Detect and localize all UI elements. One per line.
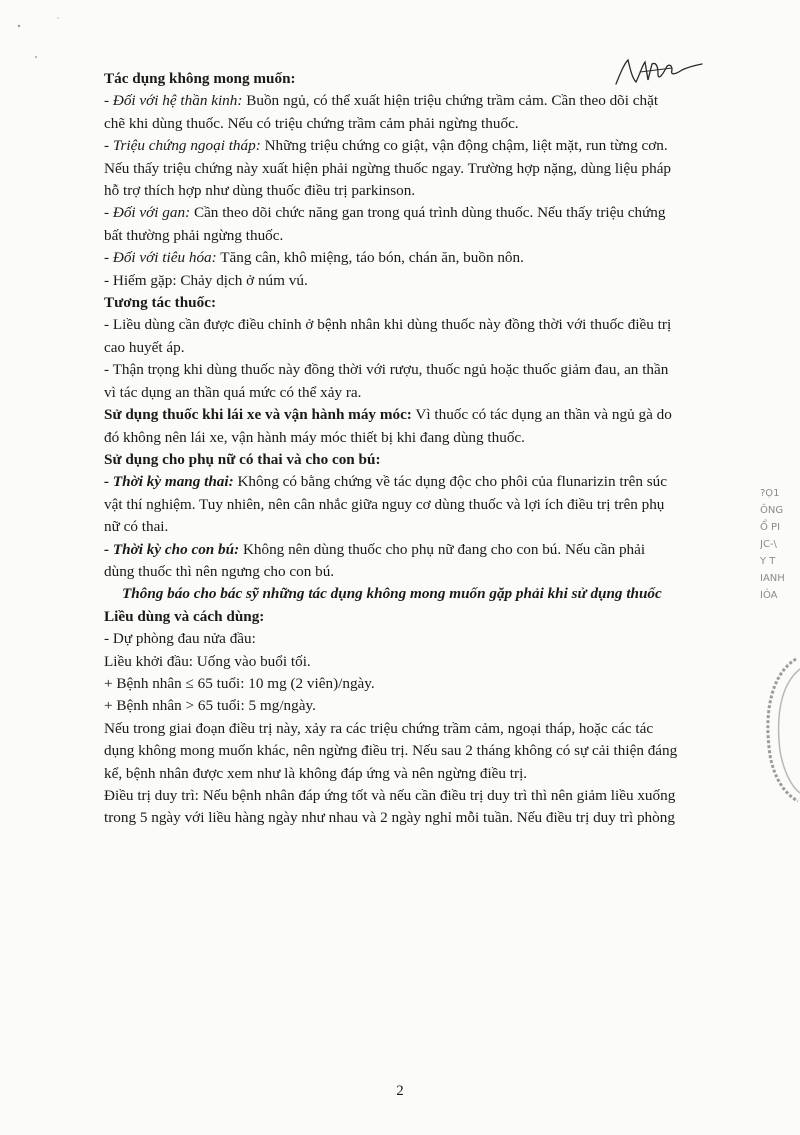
document-body	[104, 68, 732, 830]
dosage-line-over-65: + Bệnh nhân > 65 tuổi: 5 mg/ngày.	[104, 697, 316, 715]
paragraph-extrapyramidal	[104, 135, 732, 157]
dosage-paragraph-1: Nếu trong giai đoạn điều trị này, xảy ra các triệu chứng trầm cảm, ngoại tháp, hoặc các tác	[104, 719, 654, 737]
label-extrapyramidal: - Triệu chứng ngoại tháp:	[104, 137, 261, 155]
paragraph-pregnancy-cont-1: vật thí nghiệm. Tuy nhiên, nên cân nhắc giữa nguy cơ dùng thuốc và lợi ích điều trị trên phụ	[104, 495, 665, 513]
dosage-line-initial: Liều khởi đầu: Uống vào buổi tối.	[104, 652, 311, 670]
label-digestive: - Đối với tiêu hóa:	[104, 249, 217, 267]
stamp-line: ?Ọ1	[760, 488, 780, 499]
text-driving: Vì thuốc có tác dụng an thần và ngủ gà do	[411, 406, 672, 424]
stamp-line: JC-\	[760, 539, 777, 550]
paragraph-extrapyramidal-cont-1: Nếu thấy triệu chứng này xuất hiện phải ngừng thuốc ngay. Trường hợp nặng, dùng liệu pháp	[104, 159, 672, 177]
paragraph-nervous-system-cont: chẽ khi dùng thuốc. Nếu có triệu chứng trầm cảm phải ngừng thuốc.	[104, 114, 519, 132]
section-heading-adverse-effects: Tác dụng không mong muốn:	[104, 70, 296, 87]
paragraph-rare: - Hiếm gặp: Chảy dịch ở núm vú.	[104, 271, 308, 289]
interaction-item-2-cont: vì tác dụng an thần quá mức có thể xảy ra.	[104, 383, 362, 401]
text-extrapyramidal: Những triệu chứng co giật, vận động chậm, liệt mặt, run từng cơn.	[260, 137, 668, 155]
seal-fragment-icon	[756, 655, 800, 805]
paragraph-digestive	[104, 247, 732, 269]
section-heading-pregnancy: Sử dụng cho phụ nữ có thai và cho con bú:	[104, 450, 381, 468]
paragraph-extrapyramidal-cont-2: hỗ trợ thích hợp như dùng thuốc điều trị parkinson.	[104, 182, 416, 200]
section-heading-dosage: Liều dùng và cách dùng:	[104, 607, 265, 625]
dosage-paragraph-1-cont-1: dụng không mong muốn khác, nên ngừng điều trị. Nếu sau 2 tháng không có sự cải thiện đáng	[104, 742, 678, 760]
paragraph-nervous-system	[104, 90, 732, 112]
notice-to-doctor: Thông báo cho bác sỹ những tác dụng không mong muốn gặp phải khi sử dụng thuốc	[122, 585, 662, 603]
dosage-paragraph-2: Điều trị duy trì: Nếu bệnh nhân đáp ứng tốt và nếu cần điều trị duy trì thì nên giảm liều xuống	[104, 787, 676, 804]
label-nervous-system: - Đối với hệ thần kinh:	[104, 92, 243, 110]
dosage-paragraph-1-cont-2: kể, bệnh nhân được xem như là không đáp ứng và nên ngừng điều trị.	[104, 764, 528, 782]
dosage-paragraph-2-cont: trong 5 ngày với liều hàng ngày như nhau và 2 ngày nghỉ mỗi tuần. Nếu điều trị duy trì phòng	[104, 809, 675, 827]
section-heading-driving: Sử dụng thuốc khi lái xe và vận hành máy móc:	[104, 406, 412, 424]
paragraph-driving-cont: đó không nên lái xe, vận hành máy móc thiết bị khi đang dùng thuốc.	[104, 428, 525, 446]
text-digestive: Tăng cân, khô miệng, táo bón, chán ăn, buồn nôn.	[216, 249, 524, 267]
paragraph-pregnancy-cont-2: nữ có thai.	[104, 518, 169, 536]
stamp-line: Y T	[760, 556, 776, 567]
interaction-item-1: - Liều dùng cần được điều chỉnh ở bệnh nhân khi dùng thuốc này đồng thời với thuốc điều trị	[104, 316, 672, 334]
text-pregnancy: Không có bằng chứng về tác dụng độc cho phôi của flunarizin trên súc	[233, 473, 668, 491]
text-breastfeeding: Không nên dùng thuốc cho phụ nữ đang cho con bú. Nếu cần phải	[239, 540, 646, 558]
label-pregnancy: - Thời kỳ mang thai:	[104, 473, 234, 491]
interaction-item-1-cont: cao huyết áp.	[104, 338, 185, 356]
scan-speck-marks	[0, 0, 120, 80]
section-heading-interactions: Tương tác thuốc:	[104, 294, 217, 312]
paragraph-breastfeeding-cont: dùng thuốc thì nên ngưng cho con bú.	[104, 562, 335, 580]
dosage-line-prevention: - Dự phòng đau nửa đầu:	[104, 630, 256, 648]
label-breastfeeding: - Thời kỳ cho con bú:	[104, 540, 240, 558]
paragraph-breastfeeding	[104, 539, 732, 561]
page-number: 2	[396, 1083, 404, 1099]
dosage-line-under-65: + Bệnh nhân ≤ 65 tuổi: 10 mg (2 viên)/ngày.	[104, 674, 375, 692]
paragraph-pregnancy	[104, 471, 732, 493]
stamp-line: IANH	[760, 573, 785, 584]
text-liver: Cần theo dõi chức năng gan trong quá trình dùng thuốc. Nếu thấy triệu chứng	[190, 204, 666, 222]
stamp-line: IÓA	[760, 590, 778, 601]
label-liver: - Đối với gan:	[104, 204, 191, 222]
interaction-item-2: - Thận trọng khi dùng thuốc này đồng thời với rượu, thuốc ngủ hoặc thuốc giảm đau, an thần	[104, 361, 669, 379]
stamp-line: ÔNG	[760, 505, 784, 516]
text-nervous-system: Buồn ngủ, có thể xuất hiện triệu chứng trầm cảm. Cần theo dõi chặt	[242, 92, 659, 110]
margin-stamp-fragment	[760, 485, 800, 604]
paragraph-driving	[104, 404, 732, 426]
paragraph-liver	[104, 202, 732, 224]
stamp-line: Ổ PI	[760, 522, 781, 533]
paragraph-liver-cont: bất thường phải ngừng thuốc.	[104, 226, 284, 244]
